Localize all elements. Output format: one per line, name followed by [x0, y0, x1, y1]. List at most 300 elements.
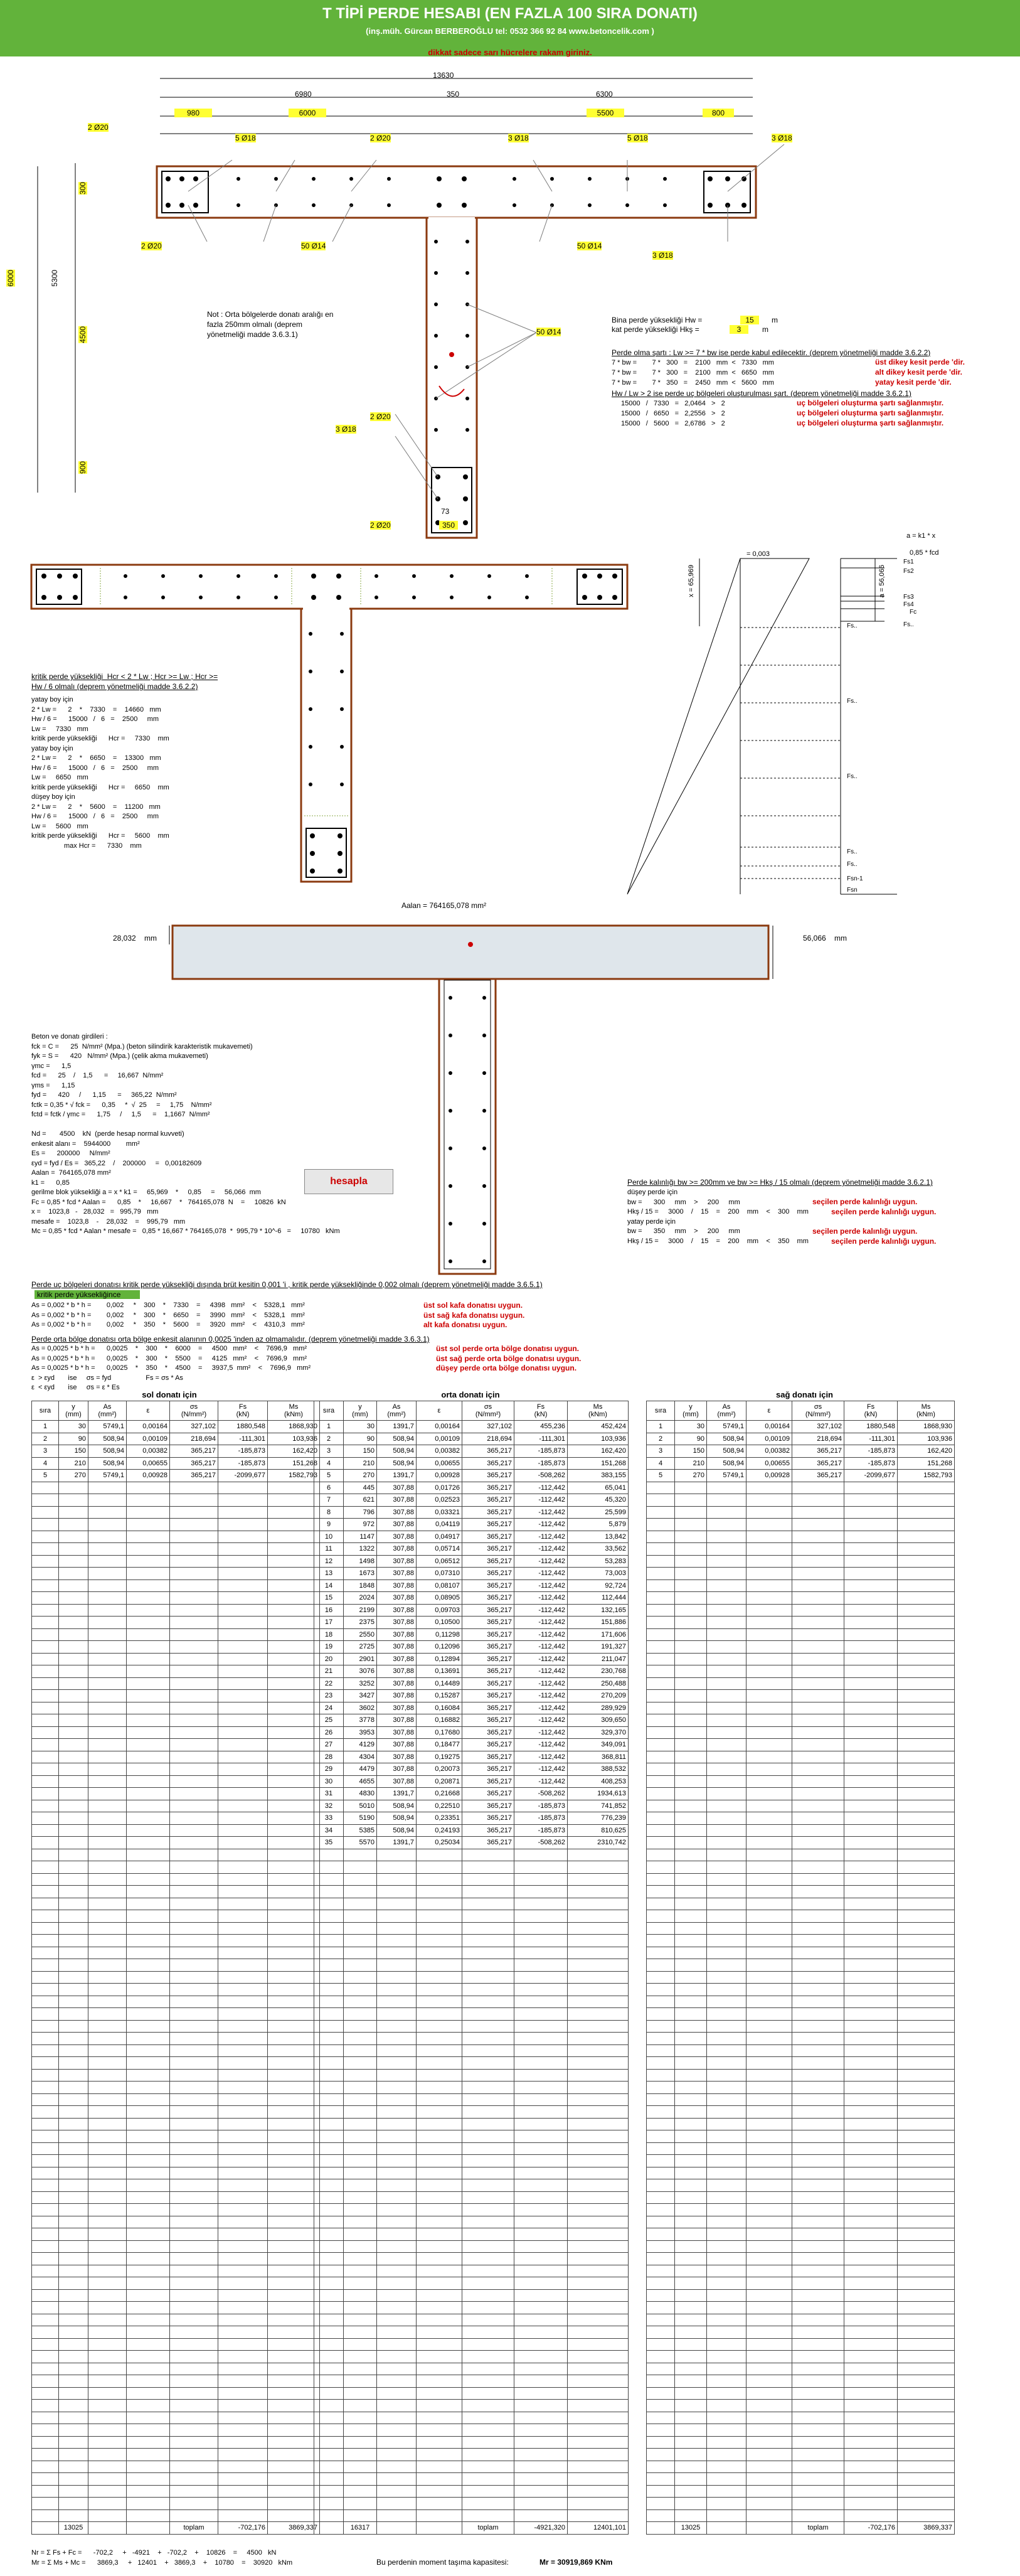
table-cell: 1391,7: [377, 1788, 417, 1800]
rebar-label-8[interactable]: 50 Ø14: [301, 242, 326, 250]
table-row: [32, 2118, 320, 2130]
table-cell: [268, 2069, 320, 2082]
table-cell: 103,936: [898, 1433, 955, 1445]
table-cell: [647, 2118, 675, 2130]
table-cell: [707, 1910, 746, 1923]
table-cell: [675, 2069, 707, 2082]
table-cell: [898, 2155, 955, 2167]
table-cell: [844, 2449, 898, 2461]
table-cell: 13: [314, 1568, 344, 1580]
table-cell: [32, 2289, 59, 2302]
table-cell: -185,873: [514, 1445, 568, 1458]
table-row: [647, 1421, 955, 1433]
table-cell: [707, 2240, 746, 2253]
rebar-label-5[interactable]: 3 Ø18: [772, 134, 792, 142]
table-cell: [344, 2069, 377, 2082]
table-cell: [218, 1861, 268, 1874]
table-row: [647, 1800, 955, 1812]
table-cell: [377, 2118, 417, 2130]
table-cell: [746, 2216, 792, 2228]
table-cell: [59, 2167, 88, 2179]
table-cell: [32, 1519, 59, 1531]
table-cell: [898, 2142, 955, 2155]
table-row: [32, 1470, 320, 1482]
table-cell: [898, 2387, 955, 2400]
table-row: [314, 1861, 629, 1874]
table-row: [32, 2289, 320, 2302]
table-cell: [59, 2387, 88, 2400]
table-cell: [647, 2253, 675, 2265]
table-cell: [746, 1971, 792, 1984]
table-cell: [746, 1935, 792, 1947]
table-cell: [59, 1482, 88, 1494]
table-cell: [59, 1604, 88, 1617]
table-cell: [127, 1886, 170, 1898]
table-cell: 1: [314, 1421, 344, 1433]
table-cell: [746, 2033, 792, 2045]
table-cell: 31: [314, 1788, 344, 1800]
table-cell: [792, 1690, 844, 1702]
table-cell: [792, 1482, 844, 1494]
table-cell: [792, 1812, 844, 1825]
table-row: [647, 1763, 955, 1776]
reinf-ok-3: alt kafa donatısı uygun.: [423, 1320, 507, 1329]
table-cell: [792, 2044, 844, 2057]
table-cell: 3: [314, 1445, 344, 1458]
table-cell: [170, 2082, 218, 2094]
table-cell: [314, 2498, 344, 2510]
table-cell: [707, 1568, 746, 1580]
table-cell: [568, 2033, 629, 2045]
table-cell: [707, 2326, 746, 2339]
table-row: [32, 2509, 320, 2522]
table-cell: [32, 1971, 59, 1984]
left-table-wrap: [31, 1401, 320, 2535]
table-cell: [844, 1494, 898, 1507]
table-cell: [898, 2424, 955, 2437]
table-cell: [898, 2314, 955, 2326]
table-cell: [344, 2314, 377, 2326]
rebar-label-13[interactable]: 3 Ø18: [336, 425, 356, 434]
rebar-label-2[interactable]: 5 Ø18: [235, 134, 256, 142]
table-cell: [514, 2375, 568, 2388]
table-cell: [568, 1959, 629, 1972]
table-cell: [647, 2204, 675, 2216]
table-cell: 1: [32, 1421, 59, 1433]
table-cell: 0,00164: [127, 1421, 170, 1433]
table-cell: 0,00109: [746, 1433, 792, 1445]
table-cell: [314, 2216, 344, 2228]
input-right-inner[interactable]: 800: [703, 109, 734, 117]
table-cell: 4: [314, 1457, 344, 1470]
table-cell: [59, 2057, 88, 2070]
table-cell: [127, 1800, 170, 1812]
mid-table-title: orta donatı için: [441, 1390, 500, 1399]
table-cell: [268, 2130, 320, 2143]
table-cell: [675, 1751, 707, 1763]
table-cell: [462, 2179, 514, 2192]
table-cell: [170, 2302, 218, 2314]
table-cell: [32, 1506, 59, 1519]
table-cell: [170, 2204, 218, 2216]
table-cell: 2375: [344, 1617, 377, 1629]
table-cell: [462, 2387, 514, 2400]
table-cell: 1880,548: [844, 1421, 898, 1433]
rebar-label-3[interactable]: 3 Ø18: [508, 134, 529, 142]
table-cell: [170, 2326, 218, 2339]
table-cell: [170, 2498, 218, 2510]
table-cell: [844, 2509, 898, 2522]
table-cell: [377, 2449, 417, 2461]
table-cell: -112,442: [514, 1579, 568, 1592]
table-cell: [59, 1886, 88, 1898]
table-cell: [514, 2338, 568, 2351]
table-cell: 4: [32, 1457, 59, 1470]
table-cell: [170, 1751, 218, 1763]
table-row: [314, 1641, 629, 1654]
table-cell: 388,532: [568, 1763, 629, 1776]
table-cell: [844, 1935, 898, 1947]
col-header: sıra: [314, 1401, 344, 1421]
table-cell: [170, 2142, 218, 2155]
table-cell: [707, 2400, 746, 2412]
total-row: [647, 2522, 955, 2535]
table-cell: [88, 1898, 127, 1910]
table-cell: 103,936: [268, 1433, 320, 1445]
table-cell: [268, 1959, 320, 1972]
table-cell: [462, 1996, 514, 2008]
table-row: [314, 2020, 629, 2033]
table-cell: 5190: [344, 1812, 377, 1825]
table-cell: [88, 1714, 127, 1727]
table-row: [32, 2106, 320, 2119]
table-row: [314, 2155, 629, 2167]
table-cell: [707, 2155, 746, 2167]
table-cell: [417, 2179, 462, 2192]
table-cell: 25,599: [568, 1506, 629, 1519]
table-cell: 309,650: [568, 1714, 629, 1727]
table-cell: [218, 2093, 268, 2106]
table-cell: [314, 2509, 344, 2522]
input-web-thk[interactable]: 350: [439, 521, 458, 530]
table-row: [314, 1494, 629, 1507]
table-cell: [707, 2106, 746, 2119]
table-row: [647, 2351, 955, 2363]
table-cell: [344, 1959, 377, 1972]
rebar-label-11[interactable]: 3 Ø18: [652, 251, 673, 260]
table-cell: [746, 1555, 792, 1568]
table-row: [647, 1519, 955, 1531]
table-cell: [59, 1543, 88, 1556]
table-cell: [59, 2228, 88, 2241]
table-cell: [675, 1665, 707, 1678]
table-cell: [647, 2412, 675, 2424]
table-cell: [792, 2387, 844, 2400]
table-cell: [462, 2033, 514, 2045]
table-cell: [417, 2387, 462, 2400]
critical-select[interactable]: kritik perde yüksekliğince: [35, 1290, 140, 1299]
table-cell: [898, 1641, 955, 1654]
table-cell: [746, 1617, 792, 1629]
table-cell: [170, 2314, 218, 2326]
table-cell: [127, 1628, 170, 1641]
table-cell: [127, 2155, 170, 2167]
table-cell: [844, 1739, 898, 1751]
mid-table-wrap: [314, 1401, 629, 2535]
table-cell: [88, 1543, 127, 1556]
table-cell: 4304: [344, 1751, 377, 1763]
total-cell: [88, 2522, 127, 2535]
table-cell: [707, 2509, 746, 2522]
table-cell: [746, 2265, 792, 2277]
table-cell: [344, 2044, 377, 2057]
table-cell: [218, 2424, 268, 2437]
table-row: [32, 1568, 320, 1580]
table-row: [32, 1555, 320, 1568]
input-hw[interactable]: 15: [740, 316, 759, 324]
table-cell: [568, 1922, 629, 1935]
input-right-mid[interactable]: 5500: [587, 109, 624, 117]
table-cell: [32, 1494, 59, 1507]
table-cell: [170, 2400, 218, 2412]
input-web-height[interactable]: 6000: [6, 270, 15, 287]
table-cell: [568, 1910, 629, 1923]
table-cell: [568, 2118, 629, 2130]
table-cell: [377, 2326, 417, 2339]
table-cell: 0,00655: [127, 1457, 170, 1470]
table-cell: -185,873: [514, 1457, 568, 1470]
input-flange-thk[interactable]: 300: [78, 182, 87, 195]
table-cell: [417, 2253, 462, 2265]
table-cell: [707, 2179, 746, 2192]
table-cell: [344, 2082, 377, 2094]
table-cell: [218, 1519, 268, 1531]
table-cell: [218, 1837, 268, 1849]
table-cell: -112,442: [514, 1519, 568, 1531]
table-cell: [647, 1935, 675, 1947]
table-row: [32, 2044, 320, 2057]
input-kat-height[interactable]: 3: [730, 325, 748, 334]
table-cell: 15: [314, 1592, 344, 1605]
table-cell: -185,873: [218, 1457, 268, 1470]
table-cell: 0,21668: [417, 1788, 462, 1800]
table-cell: [568, 2155, 629, 2167]
table-cell: [647, 1543, 675, 1556]
table-cell: [170, 2130, 218, 2143]
table-cell: [377, 2106, 417, 2119]
input-left-inner[interactable]: 980: [174, 109, 212, 117]
table-cell: [32, 2191, 59, 2204]
table-cell: [707, 2265, 746, 2277]
table-cell: [675, 2155, 707, 2167]
table-cell: [170, 2106, 218, 2119]
table-cell: [218, 1849, 268, 1861]
table-cell: [746, 2424, 792, 2437]
table-cell: [170, 1849, 218, 1861]
input-left-mid[interactable]: 6000: [289, 109, 326, 117]
table-cell: [170, 2069, 218, 2082]
table-row: [314, 1702, 629, 1714]
table-cell: [268, 1947, 320, 1959]
total-cell: -4921,320: [514, 2522, 568, 2535]
table-cell: [647, 2069, 675, 2082]
table-row: [32, 2436, 320, 2449]
table-cell: [88, 2473, 127, 2486]
table-cell: 7: [314, 1494, 344, 1507]
table-cell: [127, 2289, 170, 2302]
table-cell: [32, 1592, 59, 1605]
rebar-label-1[interactable]: 2 Ø20: [88, 123, 109, 132]
table-cell: [675, 1837, 707, 1849]
critical-height-title: kritik perde yüksekliği Hcr < 2 * Lw ; Hcr >= Lw ; Hcr >= Hw / 6 olmalı (deprem yönetmeliği madde 3.6.2.2): [31, 672, 218, 691]
table-row: [314, 1677, 629, 1690]
table-cell: [268, 1628, 320, 1641]
table-cell: 3076: [344, 1665, 377, 1678]
table-row: [314, 2289, 629, 2302]
table-row: [647, 2314, 955, 2326]
table-row: [647, 2509, 955, 2522]
table-cell: [88, 2008, 127, 2021]
table-cell: [377, 2155, 417, 2167]
rebar-label-10[interactable]: 50 Ø14: [536, 328, 561, 336]
table-cell: [59, 2216, 88, 2228]
table-cell: 0,00928: [746, 1470, 792, 1482]
table-cell: [417, 2314, 462, 2326]
table-cell: [898, 1898, 955, 1910]
table-cell: [514, 2228, 568, 2241]
table-cell: [417, 2167, 462, 2179]
table-cell: [568, 2240, 629, 2253]
table-cell: [462, 2326, 514, 2339]
table-cell: [417, 1873, 462, 1886]
table-cell: 365,217: [462, 1617, 514, 1629]
table-cell: [746, 1775, 792, 1788]
table-row: [32, 1751, 320, 1763]
rebar-label-9[interactable]: 50 Ø14: [577, 242, 602, 250]
table-cell: [344, 2289, 377, 2302]
table-cell: [32, 2449, 59, 2461]
table-cell: [170, 1592, 218, 1605]
table-cell: [88, 2338, 127, 2351]
table-cell: [127, 1604, 170, 1617]
table-cell: [746, 1653, 792, 1665]
table-cell: 365,217: [462, 1763, 514, 1776]
table-cell: [844, 2044, 898, 2057]
table-cell: [707, 2191, 746, 2204]
table-cell: [844, 1592, 898, 1605]
table-cell: 365,217: [792, 1457, 844, 1470]
table-cell: [844, 2155, 898, 2167]
rebar-label-7[interactable]: 2 Ø20: [141, 242, 162, 250]
table-cell: [32, 1543, 59, 1556]
table-cell: [707, 1935, 746, 1947]
table-row: [647, 1531, 955, 1543]
table-cell: [707, 2302, 746, 2314]
rebar-label-4[interactable]: 2 Ø20: [370, 134, 391, 142]
table-cell: [675, 1555, 707, 1568]
table-cell: [514, 2240, 568, 2253]
table-cell: [675, 2191, 707, 2204]
table-cell: [675, 1702, 707, 1714]
table-cell: [844, 2228, 898, 2241]
table-cell: [844, 2436, 898, 2449]
table-cell: [32, 1910, 59, 1923]
table-cell: [746, 1861, 792, 1874]
table-cell: [170, 1543, 218, 1556]
table-cell: [377, 2485, 417, 2498]
table-cell: [417, 2302, 462, 2314]
table-cell: [844, 2020, 898, 2033]
force-fc: Fc: [910, 609, 917, 616]
input-end-length[interactable]: 900: [78, 461, 87, 474]
table-cell: 0,14489: [417, 1677, 462, 1690]
rebar-label-14[interactable]: 2 Ø20: [370, 521, 391, 530]
table-row: [647, 2167, 955, 2179]
table-row: [314, 1910, 629, 1923]
table-cell: [314, 1984, 344, 1996]
table-row: [314, 1628, 629, 1641]
table-row: [314, 2473, 629, 2486]
table-cell: 19: [314, 1641, 344, 1654]
table-cell: [514, 2191, 568, 2204]
perde-cond-ok-3: yatay kesit perde 'dir.: [875, 378, 952, 387]
table-row: [32, 2412, 320, 2424]
table-row: [314, 1543, 629, 1556]
table-row: [647, 2424, 955, 2437]
table-cell: [59, 2253, 88, 2265]
force-fs8: Fs..: [847, 773, 858, 780]
table-cell: [792, 1702, 844, 1714]
table-cell: [314, 2142, 344, 2155]
table-cell: [647, 2240, 675, 2253]
table-cell: [675, 1617, 707, 1629]
table-cell: [844, 2240, 898, 2253]
table-cell: [568, 2008, 629, 2021]
table-cell: [707, 1922, 746, 1935]
table-cell: [268, 2289, 320, 2302]
rebar-label-6[interactable]: 5 Ø18: [627, 134, 648, 142]
table-cell: 0,02523: [417, 1494, 462, 1507]
table-cell: [844, 1702, 898, 1714]
table-cell: [417, 1947, 462, 1959]
table-cell: 5749,1: [707, 1421, 746, 1433]
table-cell: [314, 1947, 344, 1959]
table-cell: [59, 1702, 88, 1714]
table-cell: [32, 2253, 59, 2265]
table-cell: 0,05714: [417, 1543, 462, 1556]
table-cell: [462, 2473, 514, 2486]
mid-rebar-table: [314, 1401, 629, 2535]
table-cell: [675, 1812, 707, 1825]
table-cell: [898, 1482, 955, 1494]
input-boundary-length[interactable]: 4500: [78, 326, 87, 343]
table-cell: 2901: [344, 1653, 377, 1665]
hesapla-button[interactable]: hesapla: [304, 1169, 393, 1194]
table-cell: -112,442: [514, 1568, 568, 1580]
table-cell: [59, 2069, 88, 2082]
table-cell: 307,88: [377, 1751, 417, 1763]
table-cell: 1848: [344, 1579, 377, 1592]
table-cell: [898, 2351, 955, 2363]
table-cell: [792, 2069, 844, 2082]
table-cell: [844, 2277, 898, 2290]
table-cell: [568, 2461, 629, 2473]
table-cell: [268, 2008, 320, 2021]
table-cell: -185,873: [514, 1824, 568, 1837]
table-cell: [268, 2240, 320, 2253]
rebar-label-12[interactable]: 2 Ø20: [370, 412, 391, 421]
table-row: [314, 1617, 629, 1629]
